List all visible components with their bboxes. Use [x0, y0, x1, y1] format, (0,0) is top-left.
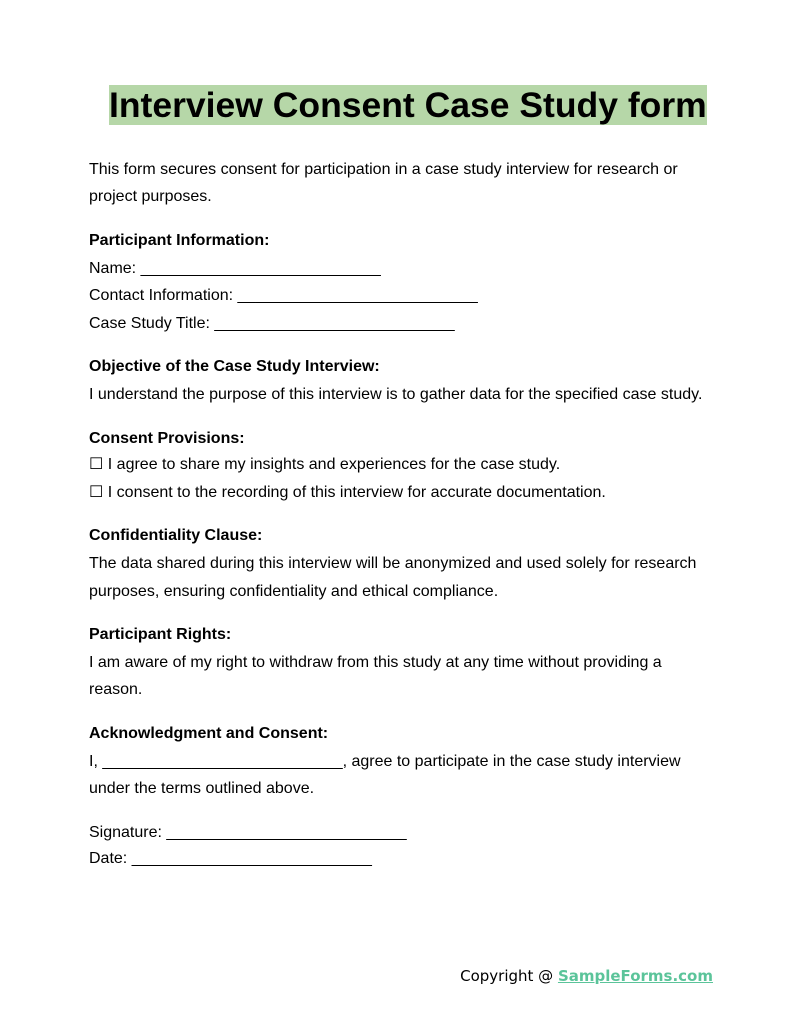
copyright-text: Copyright @ — [460, 967, 558, 985]
case-study-title-field: Case Study Title: ___________________________ — [89, 315, 455, 332]
rights-text: I am aware of my right to withdraw from this study at any time without providing a — [89, 654, 662, 671]
footer-copyright — [460, 966, 713, 986]
consent-checkbox-item: ☐ I agree to share my insights and experiences for the case study. — [89, 456, 561, 473]
intro-line: This form secures consent for participation in a case study interview for research or — [89, 161, 678, 178]
section-heading-acknowledgment: Acknowledgment and Consent: — [89, 725, 329, 742]
objective-text: I understand the purpose of this interview is to gather data for the specified case study. — [89, 386, 703, 403]
section-heading-consent: Consent Provisions: — [89, 430, 245, 447]
acknowledgment-text: under the terms outlined above. — [89, 780, 315, 797]
consent-checkbox-item: ☐ I consent to the recording of this interview for accurate documentation. — [89, 484, 606, 501]
section-heading-participant: Participant Information: — [89, 232, 270, 249]
page-title: Interview Consent Case Study form — [109, 85, 707, 125]
signature-field: Signature: ___________________________ — [89, 824, 407, 841]
confidentiality-text: purposes, ensuring confidentiality and ethical compliance. — [89, 583, 499, 600]
name-field: Name: ___________________________ — [89, 260, 381, 277]
confidentiality-text: The data shared during this interview will be anonymized and used solely for research — [89, 555, 697, 572]
section-heading-rights: Participant Rights: — [89, 626, 232, 643]
date-field: Date: ___________________________ — [89, 850, 372, 867]
acknowledgment-text: I, ___________________________, agree to participate in the case study interview — [89, 753, 681, 770]
section-heading-objective: Objective of the Case Study Interview: — [89, 358, 380, 375]
section-heading-confidentiality: Confidentiality Clause: — [89, 527, 263, 544]
intro-line: project purposes. — [89, 188, 212, 205]
rights-text: reason. — [89, 681, 143, 698]
contact-field: Contact Information: ___________________________ — [89, 287, 478, 304]
sampleforms-link[interactable]: SampleForms.com — [557, 967, 713, 985]
